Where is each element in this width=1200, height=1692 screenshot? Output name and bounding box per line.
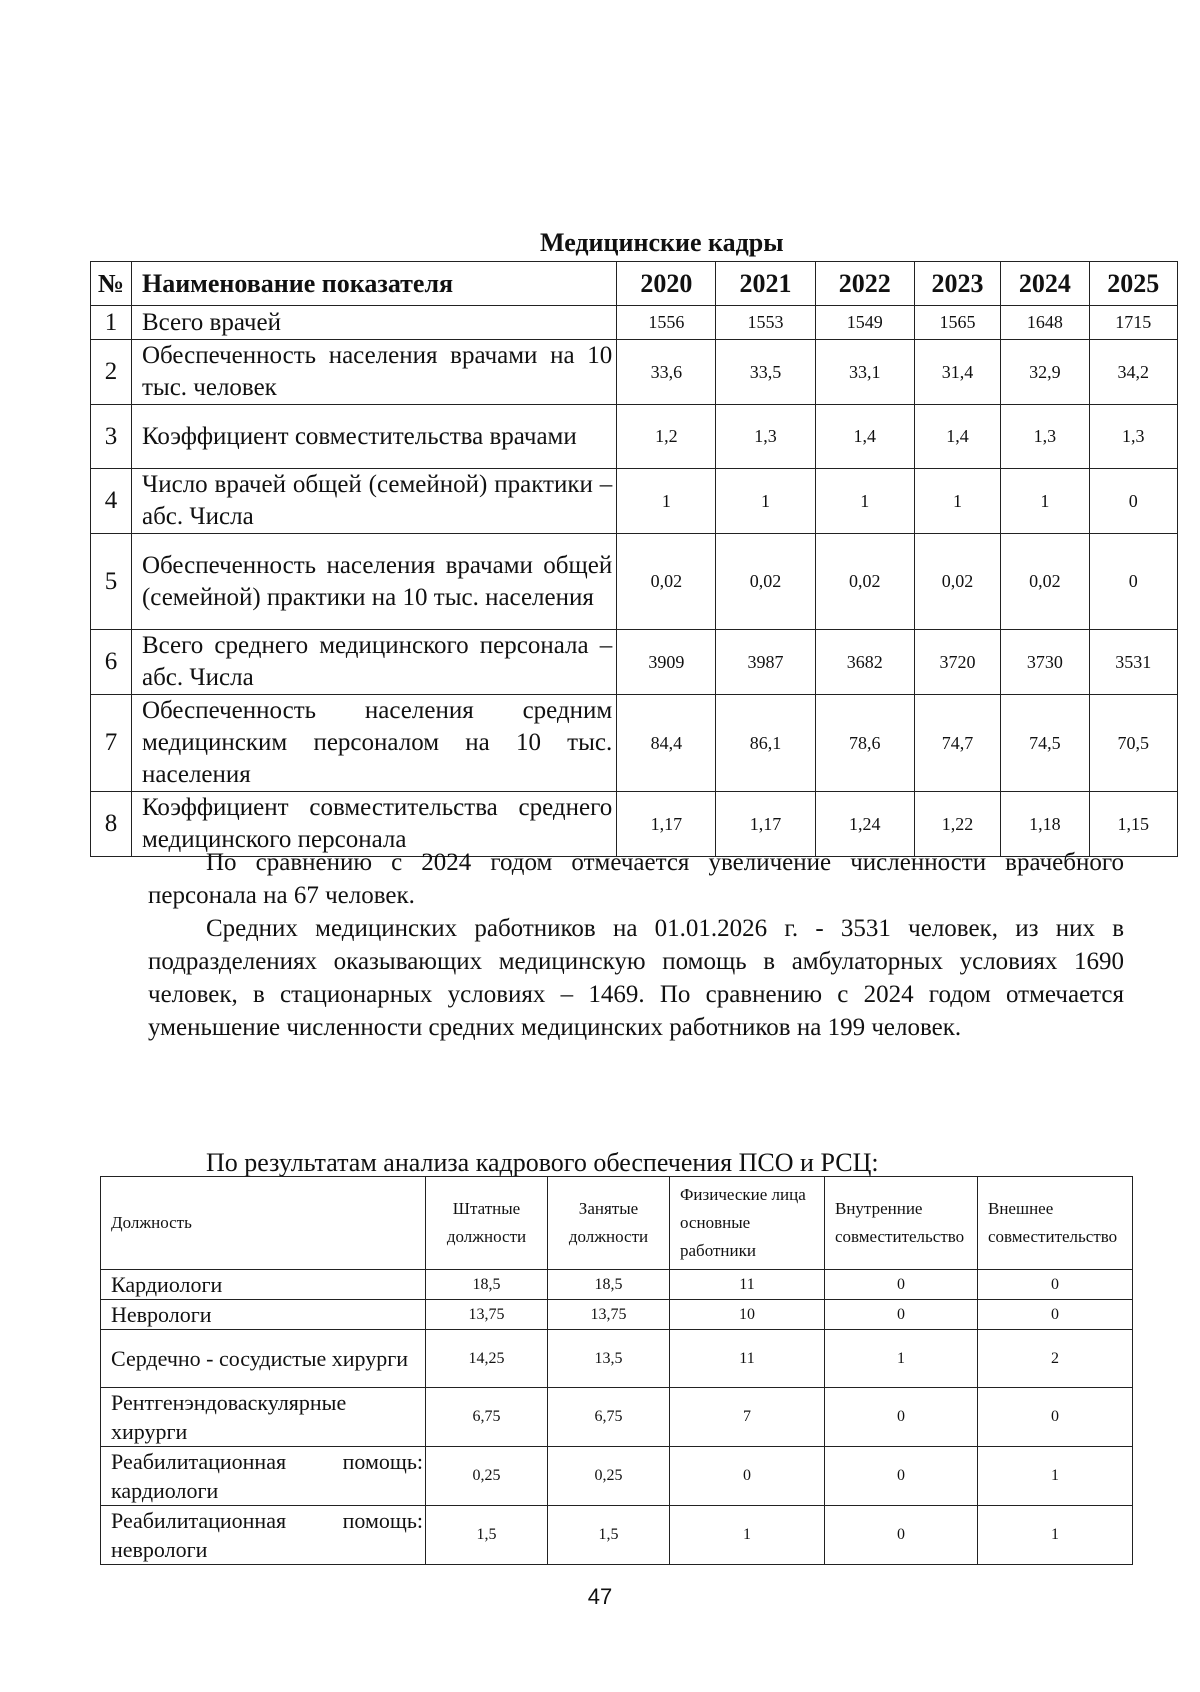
value-cell: 10 (670, 1300, 825, 1330)
value-cell: 32,9 (1001, 340, 1089, 405)
paragraph-text: Средних медицинских работников на 01.01.2026 г. - 3531 человек, из них в подразделениях оказывающих медицинскую помощь в амбулаторных условиях 1690 человек, в стационарных условиях – 1469. По сравнению с 2024 годом отмечается уменьшение численности средних медицинских работников на 199 человек. (148, 915, 1124, 1041)
value-cell: 0,02 (617, 534, 716, 630)
value-cell: 13,75 (548, 1300, 670, 1330)
header-cell: Должность (101, 1177, 426, 1270)
indicator-name: Обеспеченность населения средним медицинским персоналом на 10 тыс. населения (131, 695, 616, 792)
table-row (101, 1506, 1133, 1565)
page-number: 47 (587, 1584, 613, 1609)
indicator-name: Обеспеченность населения врачами на 10 тыс. человек (131, 340, 616, 405)
value-cell: 1,5 (426, 1506, 548, 1565)
position-name: Неврологи (101, 1300, 426, 1330)
table1-header-row (91, 262, 1178, 306)
header-cell: Внешнее совместительство (978, 1177, 1133, 1270)
value-cell: 1,15 (1089, 792, 1177, 857)
pso-rsc-staffing-table (100, 1176, 1133, 1565)
header-cell: Внутренние совместительство (825, 1177, 978, 1270)
table-row (91, 405, 1178, 469)
table-row (91, 340, 1178, 405)
value-cell: 0 (825, 1506, 978, 1565)
value-cell: 1 (670, 1506, 825, 1565)
table-row (91, 695, 1178, 792)
indicator-name: Число врачей общей (семейной) практики – абс. Числа (131, 469, 616, 534)
value-cell: 0,02 (1001, 534, 1089, 630)
value-cell: 33,6 (617, 340, 716, 405)
value-cell: 1 (914, 469, 1000, 534)
value-cell: 0 (978, 1270, 1133, 1300)
value-cell: 0 (825, 1388, 978, 1447)
paragraph (148, 912, 1124, 1044)
table1-title: Медицинские кадры (540, 228, 784, 257)
row-number: 7 (91, 695, 132, 792)
value-cell: 86,1 (716, 695, 815, 792)
value-cell: 74,7 (914, 695, 1000, 792)
value-cell: 1549 (815, 306, 914, 340)
value-cell: 1 (978, 1447, 1133, 1506)
value-cell: 1715 (1089, 306, 1177, 340)
value-cell: 1,4 (815, 405, 914, 469)
row-number: 6 (91, 630, 132, 695)
value-cell: 0 (670, 1447, 825, 1506)
row-number: 5 (91, 534, 132, 630)
value-cell: 1,4 (914, 405, 1000, 469)
table-row (91, 630, 1178, 695)
row-number: 3 (91, 405, 132, 469)
value-cell: 18,5 (548, 1270, 670, 1300)
row-number: 4 (91, 469, 132, 534)
value-cell: 1 (1001, 469, 1089, 534)
value-cell: 0 (978, 1388, 1133, 1447)
table2-title: По результатам анализа кадрового обеспечения ПСО и РСЦ: (206, 1148, 879, 1177)
position-name: Кардиологи (101, 1270, 426, 1300)
value-cell: 0 (978, 1300, 1133, 1330)
table2-header-row (101, 1177, 1133, 1270)
row-number: 1 (91, 306, 132, 340)
value-cell: 1 (825, 1330, 978, 1388)
value-cell: 1648 (1001, 306, 1089, 340)
header-cell: Физические лица основные работники (670, 1177, 825, 1270)
value-cell: 0,25 (426, 1447, 548, 1506)
value-cell: 1,17 (617, 792, 716, 857)
header-cell: 2020 (617, 262, 716, 306)
value-cell: 1,3 (1089, 405, 1177, 469)
header-cell: 2025 (1089, 262, 1177, 306)
table-row (101, 1300, 1133, 1330)
position-name: Реабилитационная помощь: неврологи (101, 1506, 426, 1565)
indicator-name: Всего врачей (131, 306, 616, 340)
header-cell: 2023 (914, 262, 1000, 306)
value-cell: 33,1 (815, 340, 914, 405)
header-cell: 2021 (716, 262, 815, 306)
table-row (101, 1447, 1133, 1506)
value-cell: 14,25 (426, 1330, 548, 1388)
indicator-name: Коэффициент совместительства врачами (131, 405, 616, 469)
medical-staff-table (90, 261, 1178, 857)
value-cell: 1,3 (1001, 405, 1089, 469)
value-cell: 13,75 (426, 1300, 548, 1330)
value-cell: 13,5 (548, 1330, 670, 1388)
value-cell: 7 (670, 1388, 825, 1447)
value-cell: 18,5 (426, 1270, 548, 1300)
value-cell: 1553 (716, 306, 815, 340)
value-cell: 3909 (617, 630, 716, 695)
value-cell: 6,75 (426, 1388, 548, 1447)
value-cell: 1,3 (716, 405, 815, 469)
value-cell: 3730 (1001, 630, 1089, 695)
value-cell: 70,5 (1089, 695, 1177, 792)
value-cell: 1,18 (1001, 792, 1089, 857)
value-cell: 11 (670, 1330, 825, 1388)
value-cell: 0 (825, 1447, 978, 1506)
value-cell: 0 (1089, 469, 1177, 534)
value-cell: 0 (1089, 534, 1177, 630)
value-cell: 31,4 (914, 340, 1000, 405)
value-cell: 1 (978, 1506, 1133, 1565)
paragraph-text: По сравнению с 2024 годом отмечается увеличение численности врачебного персонала на 67 человек. (148, 849, 1124, 909)
value-cell: 0,02 (914, 534, 1000, 630)
value-cell: 1,22 (914, 792, 1000, 857)
paragraph (148, 846, 1124, 912)
position-name: Рентгенэндоваскулярные хирурги (101, 1388, 426, 1447)
indicator-name: Коэффициент совместительства среднего медицинского персонала (131, 792, 616, 857)
value-cell: 1,2 (617, 405, 716, 469)
value-cell: 3987 (716, 630, 815, 695)
row-number: 8 (91, 792, 132, 857)
value-cell: 0 (825, 1300, 978, 1330)
value-cell: 34,2 (1089, 340, 1177, 405)
indicator-name: Всего среднего медицинского персонала – абс. Числа (131, 630, 616, 695)
value-cell: 1,5 (548, 1506, 670, 1565)
value-cell: 0,25 (548, 1447, 670, 1506)
value-cell: 1 (617, 469, 716, 534)
header-cell: Штатные должности (426, 1177, 548, 1270)
header-cell: Занятые должности (548, 1177, 670, 1270)
position-name: Реабилитационная помощь: кардиологи (101, 1447, 426, 1506)
value-cell: 1565 (914, 306, 1000, 340)
value-cell: 6,75 (548, 1388, 670, 1447)
table-row (101, 1388, 1133, 1447)
value-cell: 33,5 (716, 340, 815, 405)
value-cell: 1556 (617, 306, 716, 340)
value-cell: 3720 (914, 630, 1000, 695)
value-cell: 1 (815, 469, 914, 534)
table-row (91, 469, 1178, 534)
value-cell: 2 (978, 1330, 1133, 1388)
value-cell: 78,6 (815, 695, 914, 792)
value-cell: 1,17 (716, 792, 815, 857)
table-row (91, 534, 1178, 630)
value-cell: 11 (670, 1270, 825, 1300)
value-cell: 1 (716, 469, 815, 534)
value-cell: 0 (825, 1270, 978, 1300)
value-cell: 0,02 (716, 534, 815, 630)
value-cell: 3531 (1089, 630, 1177, 695)
value-cell: 1,24 (815, 792, 914, 857)
row-number: 2 (91, 340, 132, 405)
header-cell: Наименование показателя (131, 262, 616, 306)
position-name: Сердечно - сосудистые хирурги (101, 1330, 426, 1388)
header-cell: 2022 (815, 262, 914, 306)
indicator-name: Обеспеченность населения врачами общей (семейной) практики на 10 тыс. населения (131, 534, 616, 630)
header-cell: 2024 (1001, 262, 1089, 306)
value-cell: 3682 (815, 630, 914, 695)
header-cell: № (91, 262, 132, 306)
table-row (101, 1270, 1133, 1300)
table-row (101, 1330, 1133, 1388)
table-row (91, 306, 1178, 340)
value-cell: 84,4 (617, 695, 716, 792)
value-cell: 74,5 (1001, 695, 1089, 792)
value-cell: 0,02 (815, 534, 914, 630)
